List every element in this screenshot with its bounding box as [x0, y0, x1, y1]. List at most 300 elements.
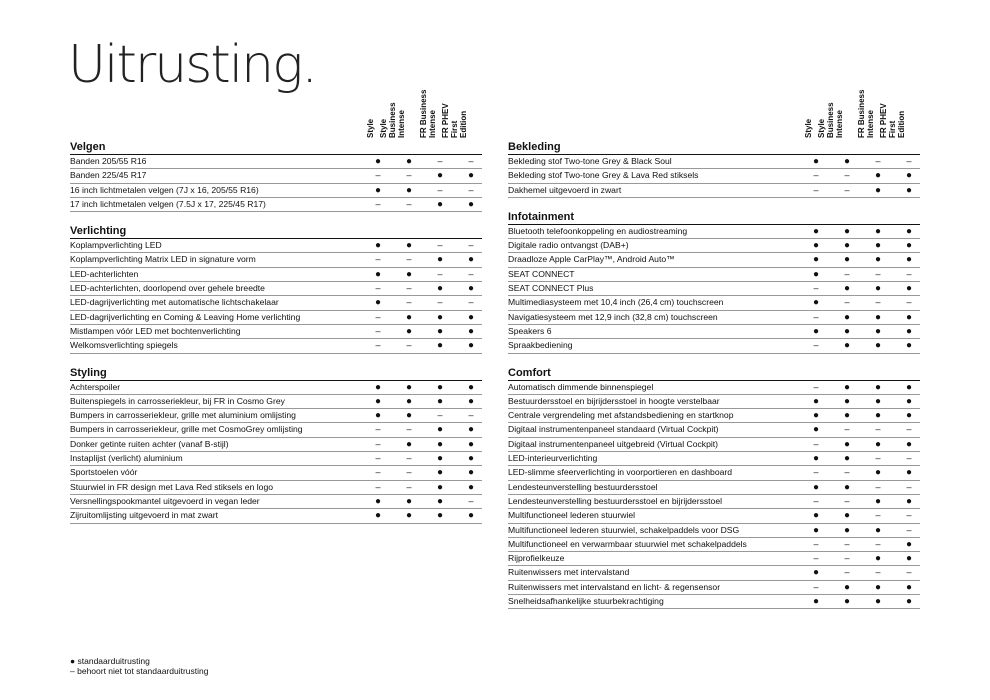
- table-row: [508, 595, 920, 609]
- table-row: [508, 409, 920, 423]
- not-standard-mark: –: [406, 283, 412, 294]
- not-standard-mark: –: [375, 311, 381, 322]
- not-standard-mark: –: [406, 481, 412, 492]
- not-standard-mark: –: [468, 240, 474, 251]
- standard-mark: ●: [843, 325, 851, 337]
- standard-mark: ●: [874, 438, 882, 450]
- not-standard-mark: –: [906, 453, 912, 464]
- not-standard-mark: –: [906, 268, 912, 279]
- not-standard-mark: –: [406, 453, 412, 464]
- standard-mark: ●: [405, 240, 413, 252]
- standard-mark: ●: [374, 381, 382, 393]
- standard-mark: ●: [874, 553, 882, 565]
- table-row: [70, 438, 482, 452]
- section-verlichting: [70, 224, 482, 353]
- table-row: [70, 155, 482, 169]
- standard-mark: ●: [467, 340, 475, 352]
- row-label: Zijruitomlijsting uitgevoerd in mat zwart: [70, 510, 219, 521]
- not-standard-mark: –: [844, 424, 850, 435]
- table-row: [70, 395, 482, 409]
- standard-mark: ●: [812, 297, 820, 309]
- not-standard-mark: –: [813, 381, 819, 392]
- table-row: [508, 296, 920, 310]
- not-standard-mark: –: [844, 467, 850, 478]
- table-row: [70, 296, 482, 310]
- table-row: [508, 524, 920, 538]
- row-label: LED-achterlichten, doorlopend over gehele breedte: [70, 283, 265, 294]
- standard-mark: ●: [436, 453, 444, 465]
- standard-mark: ●: [374, 510, 382, 522]
- standard-mark: ●: [405, 395, 413, 407]
- table-row: [70, 452, 482, 466]
- standard-mark: ●: [905, 340, 913, 352]
- section-comfort: [508, 366, 920, 610]
- right-column: [508, 86, 920, 609]
- not-standard-mark: –: [406, 467, 412, 478]
- standard-mark: ●: [436, 311, 444, 323]
- column-header-fr-business-intense: FR Business Intense: [857, 89, 875, 138]
- not-standard-mark: –: [813, 553, 819, 564]
- row-label: 16 inch lichtmetalen velgen (7J x 16, 205/55 R16): [70, 184, 259, 195]
- table-row: [70, 253, 482, 267]
- row-label: Speakers 6: [508, 325, 552, 336]
- standard-mark: ●: [436, 481, 444, 493]
- standard-mark: ●: [874, 581, 882, 593]
- row-label: Multifunctioneel en verwarmbaar stuurwiel met schakelpaddels: [508, 538, 747, 549]
- not-standard-mark: –: [437, 297, 443, 308]
- row-label: Mistlampen vóór LED met bochtenverlichting: [70, 325, 241, 336]
- standard-mark: ●: [467, 424, 475, 436]
- standard-mark: ●: [436, 283, 444, 295]
- not-standard-mark: –: [468, 184, 474, 195]
- table-row: [508, 325, 920, 339]
- table-row: [70, 239, 482, 253]
- not-standard-mark: –: [375, 438, 381, 449]
- standard-mark: ●: [874, 240, 882, 252]
- table-row: [508, 466, 920, 480]
- section-styling: [70, 366, 482, 524]
- page-title: Uitrusting.: [68, 35, 316, 95]
- standard-mark: ●: [905, 538, 913, 550]
- standard-mark: ●: [905, 581, 913, 593]
- not-standard-mark: –: [906, 424, 912, 435]
- standard-mark: ●: [436, 254, 444, 266]
- not-standard-mark: –: [875, 481, 881, 492]
- standard-mark: ●: [905, 170, 913, 182]
- not-standard-mark: –: [468, 156, 474, 166]
- not-standard-mark: –: [906, 510, 912, 521]
- not-standard-mark: –: [437, 410, 443, 421]
- standard-mark: ●: [843, 381, 851, 393]
- standard-mark: ●: [843, 438, 851, 450]
- standard-mark: ●: [812, 325, 820, 337]
- standard-mark: ●: [843, 311, 851, 323]
- section-title: Velgen: [70, 140, 482, 155]
- table-row: [70, 282, 482, 296]
- standard-mark: ●: [874, 254, 882, 266]
- table-row: [70, 268, 482, 282]
- standard-mark: ●: [874, 184, 882, 196]
- table-row: [508, 395, 920, 409]
- standard-mark: ●: [812, 225, 820, 237]
- row-label: Bumpers in carrosseriekleur, grille met aluminium omlijsting: [70, 410, 296, 421]
- column-header-style: Style: [366, 118, 375, 138]
- table-row: [70, 466, 482, 480]
- table-row: [508, 566, 920, 580]
- table-row: [70, 409, 482, 423]
- section-title: Comfort: [508, 366, 920, 381]
- row-label: Instaplijst (verlicht) aluminium: [70, 453, 183, 464]
- standard-mark: ●: [812, 254, 820, 266]
- section-velgen: [70, 140, 482, 212]
- row-label: SEAT CONNECT: [508, 268, 575, 279]
- table-row: [508, 452, 920, 466]
- standard-mark: ●: [467, 283, 475, 295]
- not-standard-mark: –: [375, 467, 381, 478]
- not-standard-mark: –: [406, 424, 412, 435]
- not-standard-mark: –: [406, 340, 412, 351]
- row-label: Versnellingspookmantel uitgevoerd in vegan leder: [70, 495, 260, 506]
- row-label: Stuurwiel in FR design met Lava Red stiksels en logo: [70, 481, 274, 492]
- not-standard-mark: –: [437, 268, 443, 279]
- standard-mark: ●: [467, 325, 475, 337]
- row-label: Lendesteunverstelling bestuurdersstoel en bijrijdersstoel: [508, 495, 723, 506]
- not-standard-mark: –: [844, 495, 850, 506]
- standard-mark: ●: [874, 524, 882, 536]
- table-row: [508, 538, 920, 552]
- row-label: Digitale radio ontvangst (DAB+): [508, 240, 629, 251]
- standard-mark: ●: [436, 381, 444, 393]
- legend-item-not-standard: – behoort niet tot standaarduitrusting: [70, 666, 209, 676]
- table-row: [508, 495, 920, 509]
- table-row: [70, 311, 482, 325]
- standard-mark: ●: [374, 268, 382, 280]
- not-standard-mark: –: [875, 567, 881, 578]
- standard-mark: ●: [467, 395, 475, 407]
- table-row: [508, 381, 920, 395]
- standard-mark: ●: [874, 311, 882, 323]
- standard-mark: ●: [467, 254, 475, 266]
- not-standard-mark: –: [468, 495, 474, 506]
- not-standard-mark: –: [906, 481, 912, 492]
- row-label: Centrale vergrendeling met afstandsbediening en startknop: [508, 410, 734, 421]
- standard-mark: ●: [905, 596, 913, 608]
- column-header-row: [508, 86, 920, 140]
- table-row: [508, 311, 920, 325]
- not-standard-mark: –: [437, 184, 443, 195]
- not-standard-mark: –: [875, 156, 881, 166]
- not-standard-mark: –: [375, 283, 381, 294]
- row-label: LED-slimme sfeerverlichting in voorportieren en dashboard: [508, 467, 733, 478]
- table-row: [508, 552, 920, 566]
- column-header-style-business-intense: Style Business Intense: [379, 102, 406, 138]
- not-standard-mark: –: [844, 184, 850, 195]
- standard-mark: ●: [374, 297, 382, 309]
- not-standard-mark: –: [875, 453, 881, 464]
- standard-mark: ●: [405, 268, 413, 280]
- row-label: Automatisch dimmende binnenspiegel: [508, 381, 654, 392]
- not-standard-mark: –: [813, 438, 819, 449]
- not-standard-mark: –: [813, 340, 819, 351]
- table-row: [70, 481, 482, 495]
- standard-mark: ●: [405, 184, 413, 196]
- row-label: Bumpers in carrosseriekleur, grille met CosmoGrey omlijsting: [70, 424, 303, 435]
- row-label: Bestuurdersstoel en bijrijdersstoel in hoogte verstelbaar: [508, 395, 720, 406]
- not-standard-mark: –: [906, 297, 912, 308]
- standard-mark: ●: [374, 495, 382, 507]
- standard-mark: ●: [843, 524, 851, 536]
- table-row: [508, 438, 920, 452]
- section-title: Bekleding: [508, 140, 920, 155]
- section-infotainment: [508, 210, 920, 354]
- row-label: LED-dagrijverlichting en Coming & Leaving Home verlichting: [70, 311, 301, 322]
- standard-mark: ●: [436, 170, 444, 182]
- standard-mark: ●: [374, 395, 382, 407]
- column-header-fr-phev-first-edition: FR PHEV First Edition: [879, 103, 906, 138]
- table-row: [70, 339, 482, 353]
- not-standard-mark: –: [813, 495, 819, 506]
- standard-mark: ●: [843, 395, 851, 407]
- row-label: Sportstoelen vóór: [70, 467, 138, 478]
- standard-mark: ●: [467, 453, 475, 465]
- not-standard-mark: –: [375, 198, 381, 209]
- standard-mark: ●: [812, 567, 820, 579]
- row-label: LED-dagrijverlichting met automatische lichtschakelaar: [70, 297, 279, 308]
- not-standard-mark: –: [875, 538, 881, 549]
- section-title: Styling: [70, 366, 482, 381]
- standard-mark: ●: [905, 553, 913, 565]
- standard-mark: ●: [874, 596, 882, 608]
- standard-mark: ●: [905, 254, 913, 266]
- section-title: Infotainment: [508, 210, 920, 225]
- standard-mark: ●: [812, 596, 820, 608]
- standard-mark: ●: [436, 510, 444, 522]
- not-standard-mark: –: [375, 453, 381, 464]
- section-gap: [70, 354, 482, 366]
- standard-mark: ●: [436, 495, 444, 507]
- standard-mark: ●: [843, 156, 851, 167]
- not-standard-mark: –: [406, 254, 412, 265]
- left-column: [70, 86, 482, 524]
- column-header-style: Style: [804, 118, 813, 138]
- row-label: Donker getinte ruiten achter (vanaf B-stijl): [70, 438, 229, 449]
- row-label: LED-achterlichten: [70, 268, 139, 279]
- standard-mark: ●: [405, 381, 413, 393]
- not-standard-mark: –: [844, 567, 850, 578]
- standard-mark: ●: [843, 340, 851, 352]
- standard-mark: ●: [843, 410, 851, 422]
- not-standard-mark: –: [375, 325, 381, 336]
- table-row: [508, 481, 920, 495]
- standard-mark: ●: [436, 325, 444, 337]
- standard-mark: ●: [812, 510, 820, 522]
- standard-mark: ●: [467, 481, 475, 493]
- row-label: Koplampverlichting LED: [70, 240, 162, 251]
- row-label: Snelheidsafhankelijke stuurbekrachtiging: [508, 596, 664, 607]
- not-standard-mark: –: [844, 170, 850, 181]
- table-row: [508, 225, 920, 239]
- not-standard-mark: –: [813, 283, 819, 294]
- not-standard-mark: –: [906, 567, 912, 578]
- row-label: Digitaal instrumentenpaneel standaard (Virtual Cockpit): [508, 424, 719, 435]
- table-row: [508, 239, 920, 253]
- column-header-row: [70, 86, 482, 140]
- not-standard-mark: –: [844, 297, 850, 308]
- table-row: [70, 325, 482, 339]
- standard-mark: ●: [467, 467, 475, 479]
- standard-mark: ●: [436, 438, 444, 450]
- standard-mark: ●: [436, 395, 444, 407]
- row-label: 17 inch lichtmetalen velgen (7.5J x 17, 225/45 R17): [70, 198, 266, 209]
- row-label: Digitaal instrumentenpaneel uitgebreid (Virtual Cockpit): [508, 438, 719, 449]
- standard-mark: ●: [905, 325, 913, 337]
- standard-mark: ●: [874, 325, 882, 337]
- not-standard-mark: –: [813, 311, 819, 322]
- column-header-style-business-intense: Style Business Intense: [817, 102, 844, 138]
- standard-mark: ●: [874, 395, 882, 407]
- standard-mark: ●: [905, 283, 913, 295]
- table-row: [508, 155, 920, 169]
- standard-mark: ●: [905, 240, 913, 252]
- standard-mark: ●: [405, 156, 413, 167]
- standard-mark: ●: [374, 410, 382, 422]
- standard-mark: ●: [812, 481, 820, 493]
- not-standard-mark: –: [813, 170, 819, 181]
- table-row: [508, 282, 920, 296]
- not-standard-mark: –: [844, 538, 850, 549]
- not-standard-mark: –: [375, 424, 381, 435]
- table-row: [508, 268, 920, 282]
- table-row: [508, 184, 920, 198]
- section-gap: [508, 198, 920, 210]
- row-label: Dakhemel uitgevoerd in zwart: [508, 184, 622, 195]
- standard-mark: ●: [812, 156, 820, 167]
- section-gap: [508, 354, 920, 366]
- table-row: [70, 423, 482, 437]
- not-standard-mark: –: [406, 198, 412, 209]
- table-row: [70, 198, 482, 212]
- table-row: [508, 423, 920, 437]
- standard-mark: ●: [374, 184, 382, 196]
- row-label: Navigatiesysteem met 12,9 inch (32,8 cm) touchscreen: [508, 311, 718, 322]
- table-row: [70, 495, 482, 509]
- table-row: [70, 509, 482, 523]
- not-standard-mark: –: [375, 254, 381, 265]
- standard-mark: ●: [812, 268, 820, 280]
- standard-mark: ●: [812, 410, 820, 422]
- not-standard-mark: –: [468, 297, 474, 308]
- standard-mark: ●: [905, 438, 913, 450]
- not-standard-mark: –: [844, 268, 850, 279]
- row-label: Bekleding stof Two-tone Grey & Black Soul: [508, 156, 672, 166]
- not-standard-mark: –: [875, 424, 881, 435]
- standard-mark: ●: [905, 225, 913, 237]
- standard-mark: ●: [812, 524, 820, 536]
- standard-mark: ●: [374, 240, 382, 252]
- standard-mark: ●: [812, 240, 820, 252]
- standard-mark: ●: [905, 311, 913, 323]
- row-label: Koplampverlichting Matrix LED in signature vorm: [70, 254, 256, 265]
- row-label: Buitenspiegels in carrosseriekleur, bij FR in Cosmo Grey: [70, 395, 285, 406]
- standard-mark: ●: [905, 467, 913, 479]
- section-title: Verlichting: [70, 224, 482, 239]
- table-row: [508, 339, 920, 353]
- table-row: [70, 169, 482, 183]
- row-label: Draadloze Apple CarPlay™, Android Auto™: [508, 254, 675, 265]
- not-standard-mark: –: [437, 156, 443, 166]
- standard-mark: ●: [905, 410, 913, 422]
- standard-mark: ●: [874, 283, 882, 295]
- row-label: Achterspoiler: [70, 381, 121, 392]
- row-label: LED-interieurverlichting: [508, 453, 598, 464]
- row-label: SEAT CONNECT Plus: [508, 283, 594, 294]
- standard-mark: ●: [843, 240, 851, 252]
- not-standard-mark: –: [875, 297, 881, 308]
- table-row: [70, 184, 482, 198]
- table-row: [508, 169, 920, 183]
- standard-mark: ●: [874, 225, 882, 237]
- row-label: Ruitenwissers met intervalstand en licht- & regensensor: [508, 581, 721, 592]
- not-standard-mark: –: [375, 170, 381, 181]
- standard-mark: ●: [874, 467, 882, 479]
- not-standard-mark: –: [813, 467, 819, 478]
- not-standard-mark: –: [906, 156, 912, 166]
- row-label: Bluetooth telefoonkoppeling en audiostreaming: [508, 225, 688, 236]
- standard-mark: ●: [905, 495, 913, 507]
- standard-mark: ●: [405, 311, 413, 323]
- standard-mark: ●: [436, 198, 444, 210]
- standard-mark: ●: [812, 395, 820, 407]
- standard-mark: ●: [405, 410, 413, 422]
- not-standard-mark: –: [875, 268, 881, 279]
- not-standard-mark: –: [906, 524, 912, 535]
- not-standard-mark: –: [813, 184, 819, 195]
- legend: [70, 656, 208, 676]
- left-sections: [70, 140, 482, 524]
- table-row: [508, 581, 920, 595]
- row-label: Rijprofielkeuze: [508, 553, 565, 564]
- standard-mark: ●: [405, 495, 413, 507]
- not-standard-mark: –: [375, 340, 381, 351]
- standard-mark: ●: [843, 596, 851, 608]
- not-standard-mark: –: [813, 538, 819, 549]
- not-standard-mark: –: [406, 170, 412, 181]
- not-standard-mark: –: [468, 268, 474, 279]
- right-sections: [508, 140, 920, 609]
- not-standard-mark: –: [406, 297, 412, 308]
- row-label: Multifunctioneel lederen stuurwiel: [508, 510, 636, 521]
- not-standard-mark: –: [813, 581, 819, 592]
- standard-mark: ●: [467, 311, 475, 323]
- not-standard-mark: –: [375, 481, 381, 492]
- table-row: [508, 253, 920, 267]
- standard-mark: ●: [843, 581, 851, 593]
- standard-mark: ●: [467, 170, 475, 182]
- standard-mark: ●: [405, 325, 413, 337]
- section-bekleding: [508, 140, 920, 198]
- row-label: Bekleding stof Two-tone Grey & Lava Red stiksels: [508, 170, 699, 181]
- row-label: Spraakbediening: [508, 340, 573, 351]
- row-label: Lendesteunverstelling bestuurdersstoel: [508, 481, 658, 492]
- standard-mark: ●: [467, 510, 475, 522]
- row-label: Banden 205/55 R16: [70, 156, 147, 166]
- standard-mark: ●: [874, 495, 882, 507]
- standard-mark: ●: [843, 283, 851, 295]
- standard-mark: ●: [874, 340, 882, 352]
- row-label: Ruitenwissers met intervalstand: [508, 567, 630, 578]
- standard-mark: ●: [843, 510, 851, 522]
- standard-mark: ●: [436, 424, 444, 436]
